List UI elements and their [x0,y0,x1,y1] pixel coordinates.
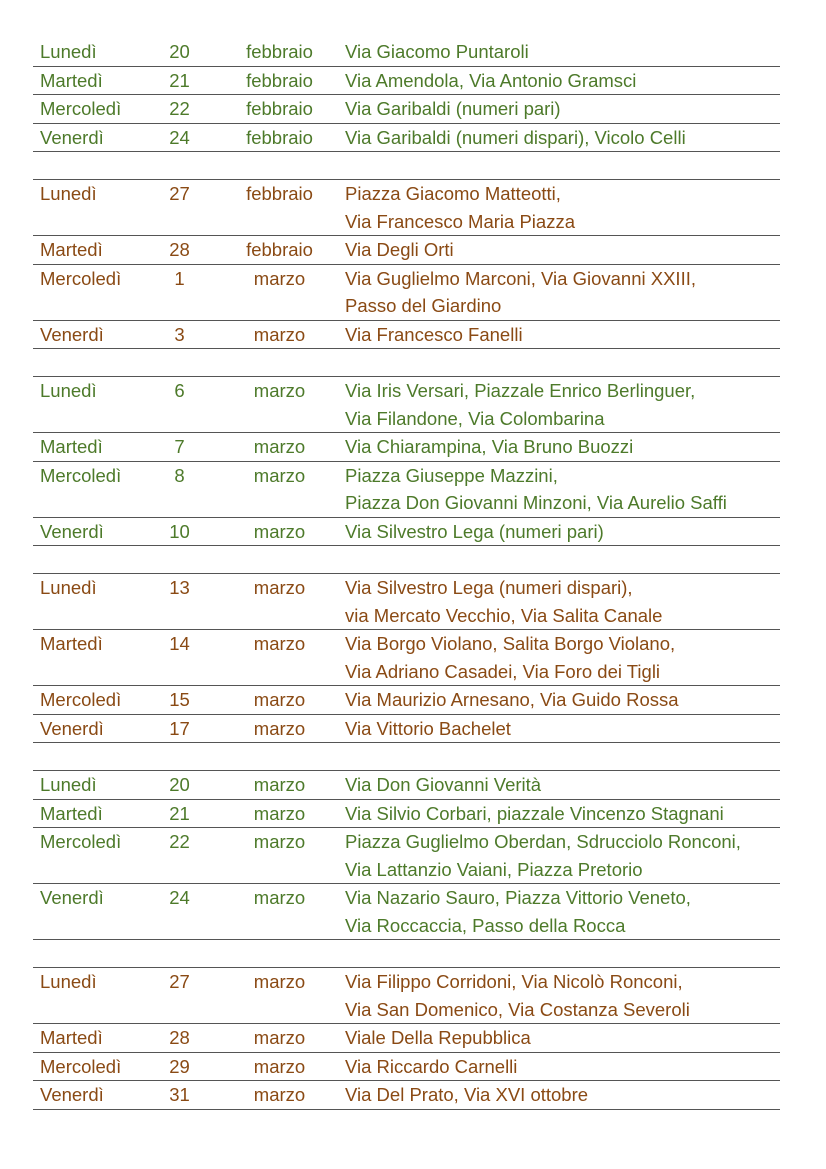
day-number-cell: 27 [143,968,216,1024]
month-cell: marzo [216,264,343,320]
day-number-cell: 21 [143,799,216,828]
streets-cell [343,236,780,265]
schedule-body [33,38,780,1109]
street-line: Via Francesco Maria Piazza [345,210,575,232]
street-line: Via Del Prato, Via XVI ottobre [345,1084,589,1105]
month-cell: marzo [216,1052,343,1081]
street-line: Via Adriano Casadei, Via Foro dei Tigli [345,660,661,682]
weekday-cell: Venerdì [33,517,143,546]
weekday-cell: Venerdì [33,320,143,349]
schedule-row [33,1052,780,1081]
streets-cell [343,95,780,124]
schedule-table [33,38,780,1110]
street-line: Via San Domenico, Via Costanza Severoli [345,998,690,1020]
schedule-row [33,236,780,265]
day-number-cell: 29 [143,1052,216,1081]
street-line: via Mercato Vecchio, Via Salita Canale [345,604,663,626]
street-line: Via Nazario Sauro, Piazza Vittorio Veneto, [345,887,691,908]
weekday-cell: Venerdì [33,884,143,940]
schedule-row [33,95,780,124]
month-cell: marzo [216,377,343,433]
month-cell: marzo [216,828,343,884]
month-cell: febbraio [216,38,343,66]
schedule-row [33,264,780,320]
month-cell: marzo [216,433,343,462]
streets-cell [343,686,780,715]
street-line: Via Iris Versari, Piazzale Enrico Berlinguer, [345,380,696,401]
separator-cell [33,349,780,377]
streets-cell [343,320,780,349]
month-cell: marzo [216,884,343,940]
street-line: Via Lattanzio Vaiani, Piazza Pretorio [345,858,643,880]
schedule-row [33,630,780,686]
streets-cell [343,714,780,743]
day-number-cell: 14 [143,630,216,686]
street-line: Passo del Giardino [345,295,502,316]
month-cell: febbraio [216,180,343,236]
weekday-cell: Venerdì [33,1081,143,1110]
street-line: Via Degli Orti [345,239,454,260]
streets-cell [343,461,780,517]
schedule-row [33,1081,780,1110]
weekday-cell: Venerdì [33,123,143,152]
street-line: Via Borgo Violano, Salita Borgo Violano, [345,633,676,654]
street-line: Via Guglielmo Marconi, Via Giovanni XXIII, [345,267,696,289]
separator-cell [33,940,780,968]
week-separator [33,349,780,377]
schedule-row [33,714,780,743]
day-number-cell: 24 [143,884,216,940]
day-number-cell: 20 [143,38,216,66]
schedule-row [33,574,780,630]
street-line: Via Amendola, Via Antonio Gramsci [345,69,637,91]
weekday-cell: Martedì [33,1024,143,1053]
month-cell: febbraio [216,236,343,265]
schedule-row [33,180,780,236]
schedule-row [33,377,780,433]
week-separator [33,152,780,180]
street-line: Via Chiarampina, Via Bruno Buozzi [345,436,634,457]
schedule-row [33,884,780,940]
month-cell: marzo [216,517,343,546]
month-cell: marzo [216,461,343,517]
weekday-cell: Mercoledì [33,264,143,320]
month-cell: marzo [216,771,343,800]
streets-cell [343,377,780,433]
weekday-cell: Lunedì [33,574,143,630]
street-line: Piazza Giuseppe Mazzini, [345,464,558,486]
streets-cell [343,1081,780,1110]
weekday-cell: Lunedì [33,377,143,433]
separator-cell [33,152,780,180]
schedule-row [33,771,780,800]
schedule-row [33,686,780,715]
day-number-cell: 8 [143,461,216,517]
weekday-cell: Lunedì [33,180,143,236]
street-line: Via Don Giovanni Verità [345,774,542,795]
street-line: Piazza Guglielmo Oberdan, Sdrucciolo Ronconi, [345,831,741,852]
streets-cell [343,180,780,236]
month-cell: marzo [216,574,343,630]
month-cell: marzo [216,714,343,743]
day-number-cell: 20 [143,771,216,800]
weekday-cell: Mercoledì [33,1052,143,1081]
street-line: Via Silvio Corbari, piazzale Vincenzo Stagnani [345,802,724,824]
street-line: Piazza Giacomo Matteotti, [345,183,561,204]
month-cell: marzo [216,630,343,686]
separator-cell [33,743,780,771]
street-line: Via Giacomo Puntaroli [345,41,529,62]
day-number-cell: 1 [143,264,216,320]
weekday-cell: Martedì [33,799,143,828]
streets-cell [343,884,780,940]
street-line: Via Francesco Fanelli [345,323,523,345]
weekday-cell: Mercoledì [33,461,143,517]
weekday-cell: Martedì [33,66,143,95]
day-number-cell: 10 [143,517,216,546]
weekday-cell: Lunedì [33,771,143,800]
schedule-row [33,828,780,884]
day-number-cell: 13 [143,574,216,630]
street-line: Via Silvestro Lega (numeri dispari), [345,577,633,598]
streets-cell [343,771,780,800]
day-number-cell: 15 [143,686,216,715]
street-line: Via Vittorio Bachelet [345,717,511,739]
weekday-cell: Lunedì [33,38,143,66]
week-separator [33,940,780,968]
day-number-cell: 22 [143,95,216,124]
streets-cell [343,968,780,1024]
streets-cell [343,1024,780,1053]
month-cell: marzo [216,320,343,349]
streets-cell [343,433,780,462]
weekday-cell: Mercoledì [33,95,143,124]
weekday-cell: Lunedì [33,968,143,1024]
street-line: Viale Della Repubblica [345,1027,531,1048]
schedule-row [33,461,780,517]
street-line: Via Roccaccia, Passo della Rocca [345,914,626,936]
weekday-cell: Martedì [33,236,143,265]
street-line: Via Garibaldi (numeri dispari), Vicolo Celli [345,126,686,148]
day-number-cell: 27 [143,180,216,236]
week-separator [33,743,780,771]
month-cell: febbraio [216,123,343,152]
schedule-row [33,517,780,546]
month-cell: marzo [216,686,343,715]
street-line: Via Garibaldi (numeri pari) [345,98,561,119]
month-cell: febbraio [216,95,343,124]
streets-cell [343,799,780,828]
month-cell: marzo [216,1081,343,1110]
separator-cell [33,546,780,574]
streets-cell [343,828,780,884]
day-number-cell: 21 [143,66,216,95]
schedule-row [33,123,780,152]
street-line: Piazza Don Giovanni Minzoni, Via Aurelio Saffi [345,492,727,513]
streets-cell [343,123,780,152]
schedule-row [33,968,780,1024]
street-line: Via Silvestro Lega (numeri pari) [345,520,604,542]
streets-cell [343,517,780,546]
weekday-cell: Mercoledì [33,828,143,884]
weekday-cell: Martedì [33,630,143,686]
week-separator [33,546,780,574]
streets-cell [343,38,780,66]
schedule-row [33,799,780,828]
day-number-cell: 28 [143,1024,216,1053]
streets-cell [343,574,780,630]
month-cell: marzo [216,799,343,828]
streets-cell [343,66,780,95]
schedule-row [33,66,780,95]
day-number-cell: 31 [143,1081,216,1110]
month-cell: febbraio [216,66,343,95]
streets-cell [343,630,780,686]
day-number-cell: 17 [143,714,216,743]
day-number-cell: 3 [143,320,216,349]
day-number-cell: 7 [143,433,216,462]
day-number-cell: 24 [143,123,216,152]
month-cell: marzo [216,1024,343,1053]
weekday-cell: Venerdì [33,714,143,743]
street-line: Via Riccardo Carnelli [345,1055,518,1077]
day-number-cell: 6 [143,377,216,433]
street-line: Via Filandone, Via Colombarina [345,407,605,429]
schedule-row [33,1024,780,1053]
streets-cell [343,1052,780,1081]
month-cell: marzo [216,968,343,1024]
weekday-cell: Martedì [33,433,143,462]
schedule-row [33,433,780,462]
weekday-cell: Mercoledì [33,686,143,715]
day-number-cell: 22 [143,828,216,884]
streets-cell [343,264,780,320]
schedule-row [33,38,780,66]
street-line: Via Maurizio Arnesano, Via Guido Rossa [345,689,679,710]
day-number-cell: 28 [143,236,216,265]
schedule-row [33,320,780,349]
street-line: Via Filippo Corridoni, Via Nicolò Ronconi, [345,971,683,992]
